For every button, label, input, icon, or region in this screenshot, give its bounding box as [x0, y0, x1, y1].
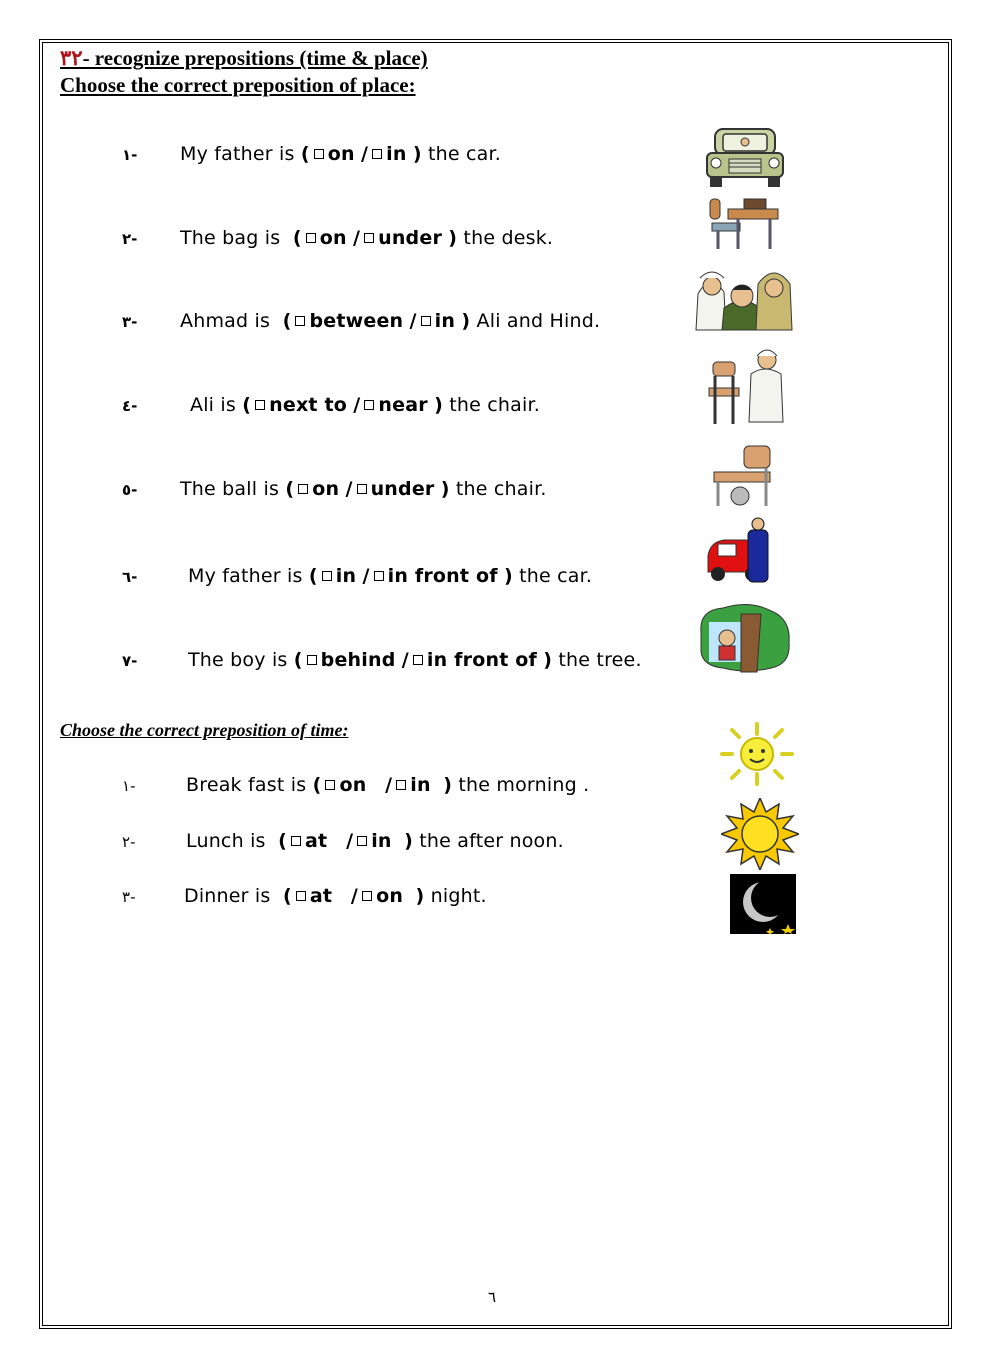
option-2: in [386, 143, 407, 165]
lesson-number: ٣٢ [60, 46, 83, 70]
afternoon-sun-picture [721, 798, 799, 870]
option-1: between [309, 310, 404, 332]
option-2: in [371, 830, 392, 852]
sentence-start: Ahmad is [180, 310, 271, 332]
sentence-start: The ball is [180, 478, 280, 500]
checkbox[interactable] [307, 655, 317, 665]
item-number: ٤- [122, 397, 138, 415]
three-people-picture [692, 264, 796, 334]
place-section-heading: Choose the correct preposition of place: [60, 73, 416, 97]
option-2: under [378, 227, 443, 249]
option-1: behind [320, 649, 396, 671]
checkbox[interactable] [295, 316, 305, 326]
time-section-heading: Choose the correct preposition of time: [60, 720, 349, 740]
option-1: on [312, 478, 340, 500]
sentence-end: the car. [519, 565, 593, 587]
sentence-start: My father is [188, 565, 303, 587]
checkbox[interactable] [306, 233, 316, 243]
checkbox[interactable] [298, 484, 308, 494]
sentence-start: Dinner is [184, 885, 271, 907]
lesson-title: - recognize prepositions (time & place) [82, 46, 428, 70]
checkbox[interactable] [357, 484, 367, 494]
checkbox[interactable] [314, 149, 324, 159]
sentence-end: night. [430, 885, 487, 907]
boy-next-to-chair-picture [705, 344, 789, 428]
sentence-start: My father is [180, 143, 295, 165]
checkbox[interactable] [364, 400, 374, 410]
checkbox[interactable] [362, 891, 372, 901]
option-1: next to [269, 394, 348, 416]
option-1: at [309, 885, 333, 907]
checkbox[interactable] [421, 316, 431, 326]
option-1: on [319, 227, 347, 249]
option-1: on [339, 774, 367, 796]
option-2: in [410, 774, 431, 796]
checkbox[interactable] [372, 149, 382, 159]
sentence-start: Break fast is [186, 774, 307, 796]
option-1: at [305, 830, 328, 852]
sentence-start: The boy is [188, 649, 288, 671]
boy-behind-tree-picture [697, 602, 793, 676]
ball-under-chair-picture [712, 444, 774, 508]
option-2: in [434, 310, 456, 332]
item-number: ٣- [122, 888, 136, 906]
sentence-start: The bag is [180, 227, 281, 249]
sentence-end: the car. [427, 143, 502, 165]
option-2: under [370, 478, 435, 500]
sentence-end: the chair. [455, 478, 547, 500]
page-number: ٦ [488, 1288, 497, 1306]
item-number: ٢- [122, 833, 136, 851]
checkbox[interactable] [322, 571, 332, 581]
night-moon-picture [730, 874, 796, 934]
item-number: ٦- [122, 568, 138, 586]
sentence-start: Ali is [190, 394, 236, 416]
desk-picture [708, 195, 784, 253]
sentence-end: Ali and Hind. [476, 310, 601, 332]
car-picture [705, 125, 785, 189]
item-number: ٧- [122, 652, 138, 670]
sentence-end: the desk. [463, 227, 554, 249]
item-number: ٢- [122, 230, 138, 248]
option-2: in front of [426, 649, 538, 671]
sentence-end: the after noon. [419, 830, 564, 852]
checkbox[interactable] [396, 780, 406, 790]
checkbox[interactable] [325, 780, 335, 790]
sentence-end: the morning . [458, 774, 590, 796]
item-number: ١- [122, 146, 138, 164]
option-2: on [376, 885, 404, 907]
checkbox[interactable] [413, 655, 423, 665]
option-1: on [327, 143, 355, 165]
checkbox[interactable] [357, 836, 367, 846]
option-2: near [378, 394, 428, 416]
option-2: in front of [387, 565, 498, 587]
morning-sun-picture [718, 722, 796, 786]
checkbox[interactable] [374, 571, 384, 581]
checkbox[interactable] [291, 836, 301, 846]
item-number: ٥- [122, 481, 138, 499]
item-number: ١- [122, 777, 136, 795]
checkbox[interactable] [255, 400, 265, 410]
checkbox[interactable] [364, 233, 374, 243]
page-title [60, 46, 428, 71]
item-number: ٣- [122, 313, 138, 331]
checkbox[interactable] [296, 891, 306, 901]
sentence-end: the chair. [449, 394, 540, 416]
sentence-end: the tree. [558, 649, 642, 671]
sentence-start: Lunch is [186, 830, 266, 852]
man-in-front-of-car-picture [706, 516, 774, 586]
option-1: in [335, 565, 357, 587]
